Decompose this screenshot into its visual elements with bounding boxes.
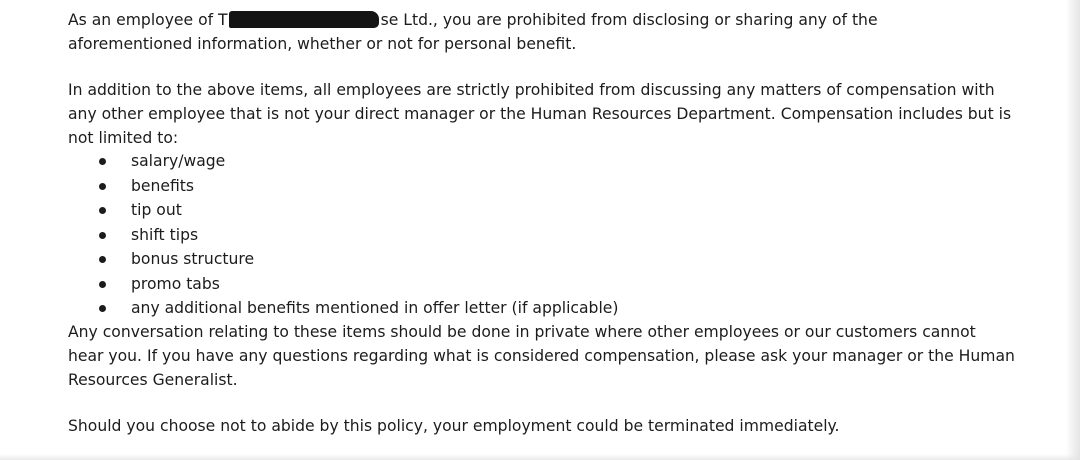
paragraph-line: hear you. If you have any questions regarding what is considered compensation, please ask your manager or the Human [68, 347, 1015, 365]
paragraph-line: Any conversation relating to these items should be done in private where other employees or our customers cannot [68, 323, 976, 341]
bullet-icon [99, 256, 106, 263]
paragraph-termination-warning [68, 414, 1028, 438]
page-bottom-shadow [0, 454, 1080, 460]
bullet-icon [99, 305, 106, 312]
paragraph-line: Should you choose not to abide by this policy, your employment could be terminated immediately. [68, 417, 840, 435]
paragraph-employee-confidentiality [68, 8, 1028, 56]
text-before-redaction: As an employee of T [68, 11, 228, 29]
bullet-icon [99, 183, 106, 190]
redaction-mark [229, 11, 379, 28]
text-after-redaction: se Ltd., you are prohibited from disclosing or sharing any of the [380, 11, 878, 29]
bullet-icon [99, 281, 106, 288]
paragraph-line: aforementioned information, whether or not for personal benefit. [68, 35, 577, 53]
list-item-text: bonus structure [131, 250, 255, 268]
paragraph-line: not limited to: [68, 129, 179, 147]
bullet-icon [99, 207, 106, 214]
list-item-text: salary/wage [131, 152, 226, 170]
page-edge-shadow [1066, 0, 1080, 460]
paragraph-line: In addition to the above items, all employees are strictly prohibited from discussing any matters of compensation with [68, 81, 995, 99]
bullet-icon [99, 232, 106, 239]
list-item-text: benefits [131, 176, 195, 195]
list-item-text: shift tips [131, 225, 199, 244]
paragraph-compensation-policy [68, 78, 1028, 150]
paragraph-line: any other employee that is not your direct manager or the Human Resources Department. Compensation includes but is [68, 105, 1012, 123]
list-item-text: tip out [131, 201, 182, 219]
paragraph-line [68, 8, 1028, 32]
paragraph-private-conversation [68, 320, 1028, 392]
paragraph-line: Resources Generalist. [68, 371, 238, 389]
bullet-icon [99, 158, 106, 165]
list-item-text: any additional benefits mentioned in offer letter (if applicable) [131, 299, 619, 317]
list-item-text: promo tabs [131, 274, 220, 293]
